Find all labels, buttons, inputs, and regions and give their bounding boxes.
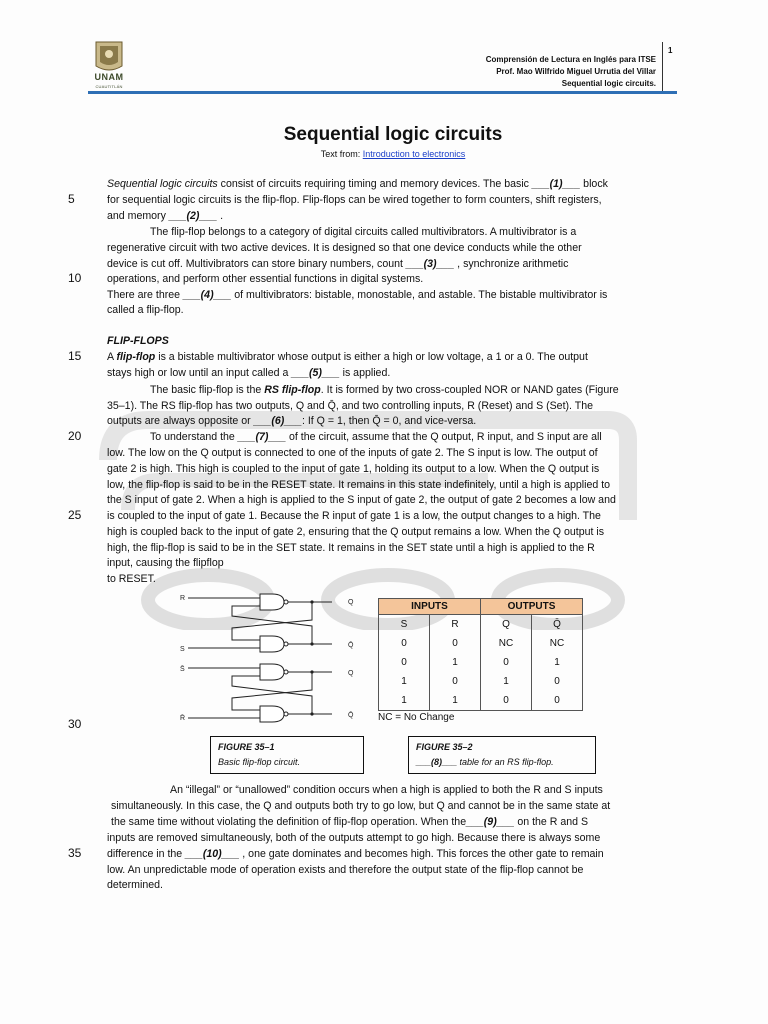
table-cell: 1 [430, 653, 481, 672]
blank-2: ___(2)___ [168, 210, 218, 222]
table-cell: 0 [379, 634, 430, 653]
blank-4: ___(4)___ [182, 289, 232, 301]
truth-table [378, 598, 583, 711]
line-number: 30 [68, 717, 82, 731]
table-cell: 0 [532, 672, 583, 691]
text-line: outputs are always opposite or ___(6)___: If Q = 1, then Q̄ = 0, and vice-versa. [107, 415, 477, 427]
table-cell: 0 [481, 691, 532, 711]
header-rule [88, 91, 677, 94]
text-line: to RESET. [107, 573, 156, 585]
text-line: device is cut off. Multivibrators can store binary numbers, count ___(3)___ , synchronize arithmetic [107, 258, 569, 270]
table-cell: 1 [481, 672, 532, 691]
page-number: 1 [668, 46, 673, 55]
table-cell: 0 [481, 653, 532, 672]
blank-10: ___(10)___ [185, 848, 240, 860]
truth-table-header: S [379, 615, 430, 635]
page-title: Sequential logic circuits [283, 124, 503, 145]
figure-caption-2: FIGURE 35–2 ___(8)___ table for an RS flip-flop. [408, 736, 596, 774]
text-line: determined. [107, 879, 163, 891]
line-number: 25 [68, 508, 82, 522]
header-info: Comprensión de Lectura en Inglés para ITSE Prof. Mao Wilfrido Miguel Urrutia del Villar Sequential logic circuits. [485, 55, 656, 88]
table-cell: 1 [430, 691, 481, 711]
circuit-label-s: S [180, 646, 185, 653]
circuit-label-r-bar: R̄ [180, 715, 186, 722]
text-line: 35–1). The RS flip-flop has two outputs, Q and Q̄, and two controlling inputs, R (Reset) and S (Set). The [107, 400, 593, 412]
text-line: the same time without violating the definition of flip-flop operation. When the___(9)___ on the R and S [111, 816, 589, 828]
text-line: gate 2 is high. This high is coupled to the input of gate 1, holding its output to a low. When the Q output is [107, 463, 600, 475]
table-cell: NC [481, 634, 532, 653]
circuit-label-s-bar: S̄ [180, 666, 185, 673]
table-cell: 0 [532, 691, 583, 711]
truth-table-header: R [430, 615, 481, 635]
text-line: low. The low on the Q output is connected to one of the inputs of gate 2. The S input is low. The output of [107, 447, 598, 459]
text-line: Sequential logic circuits consist of circuits requiring timing and memory devices. The basic ___(1)___ block [107, 178, 608, 190]
blank-8: ___(8)___ [416, 757, 458, 767]
text-line: simultaneously. In this case, the Q and outputs both try to go low, but Q and cannot be in the same state at [111, 800, 611, 812]
text-line: low. An unpredictable mode of operation exists and therefore the output state of the flip-flop cannot be [107, 864, 584, 876]
text-line: operations, and perform other essential functions in digital systems. [107, 273, 424, 285]
table-row [379, 672, 583, 691]
table-cell: 1 [532, 653, 583, 672]
text-line: stays high or low until an input called a ___(5)___ is applied. [107, 367, 391, 379]
circuit-label-q: Q [348, 670, 354, 677]
table-cell: 1 [379, 672, 430, 691]
flip-flop-circuit-diagram [172, 590, 372, 730]
truth-table-header: Q̄ [532, 615, 583, 635]
circuit-label-r: R [180, 595, 186, 602]
text-line: An “illegal” or “unallowed” condition occurs when a high is applied to both the R and S inputs [170, 784, 603, 796]
text-line: regenerative circuit with two active devices. It is designed so that one device conducts while the other [107, 242, 582, 254]
line-number: 35 [68, 846, 82, 860]
truth-table-group-outputs: OUTPUTS [481, 599, 583, 615]
blank-9: ___(9)___ [466, 816, 515, 828]
text-line: and memory ___(2)___ . [107, 210, 224, 222]
text-line: low, the flip-flop is said to be in the RESET state. It remains in this state indefinitely, until a high is applied to [107, 479, 611, 491]
table-row [379, 634, 583, 653]
line-number: 10 [68, 271, 82, 285]
figure-caption-1: FIGURE 35–1 Basic flip-flop circuit. [210, 736, 364, 774]
text-line: There are three ___(4)___ of multivibrators: bistable, monostable, and astable. The bistable multivibrator is [107, 289, 608, 301]
text-line: for sequential logic circuits is the flip-flop. Flip-flops can be wired together to form counters, shift registers, [107, 194, 602, 206]
line-number: 5 [68, 192, 75, 206]
table-cell: 0 [430, 634, 481, 653]
logo-text: UNAM CUAUTITLÁN [94, 72, 124, 89]
table-cell: 0 [379, 653, 430, 672]
line-number: 20 [68, 429, 82, 443]
source-line: Text from: Introduction to electronics [320, 149, 466, 159]
text-line: The basic flip-flop is the RS flip-flop. It is formed by two cross-coupled NOR or NAND gates (Figure [150, 384, 619, 396]
text-line: To understand the ___(7)___ of the circuit, assume that the Q output, R input, and S input are all [150, 431, 602, 443]
text-line: A flip-flop is a bistable multivibrator whose output is either a high or low voltage, a 1 or a 0. The output [107, 351, 588, 363]
text-line: high is coupled back to the input of gate 2, ensuring that the Q output remains a low. When the Q output is [107, 526, 605, 538]
text-line: The flip-flop belongs to a category of digital circuits called multivibrators. A multivibrator is a [150, 226, 577, 238]
text-line: called a flip-flop. [107, 304, 184, 316]
text-line: difference in the ___(10)___ , one gate dominates and becomes high. This forces the other gate to remain [107, 848, 604, 860]
blank-6: ___(6)___ [253, 415, 302, 427]
truth-table-note: NC = No Change [378, 712, 455, 723]
source-link[interactable]: Introduction to electronics [362, 149, 466, 159]
line-number: 15 [68, 349, 82, 363]
text-line: is coupled to the input of gate 1. Because the R input of gate 1 is a low, the output changes to a high. The [107, 510, 601, 522]
header-divider [662, 42, 663, 94]
table-row [379, 653, 583, 672]
table-cell: 0 [430, 672, 481, 691]
section-heading: FLIP-FLOPS [107, 335, 169, 347]
table-cell: 1 [379, 691, 430, 711]
table-cell: NC [532, 634, 583, 653]
table-row [379, 691, 583, 711]
truth-table-group-inputs: INPUTS [379, 599, 481, 615]
circuit-label-q-bar: Q̄ [348, 712, 354, 719]
circuit-label-q-bar: Q̄ [348, 642, 354, 649]
text-line: inputs are removed simultaneously, both of the outputs attempt to go high. Because there is always some [107, 832, 601, 844]
text-line: the S input of gate 2. When a high is applied to the S input of gate 2, the output of gate 2 becomes a low and [107, 494, 616, 506]
blank-3: ___(3)___ [405, 258, 455, 270]
blank-7: ___(7)___ [237, 431, 287, 443]
truth-table-header: Q [481, 615, 532, 635]
text-line: input, causing the flipflop [107, 557, 224, 569]
blank-1: ___(1)___ [531, 178, 581, 190]
text-line: high, the flip-flop is said to be in the SET state. It remains in the SET state until a high is applied to the R [107, 542, 595, 554]
circuit-label-q: Q [348, 599, 354, 606]
blank-5: ___(5)___ [291, 367, 340, 379]
